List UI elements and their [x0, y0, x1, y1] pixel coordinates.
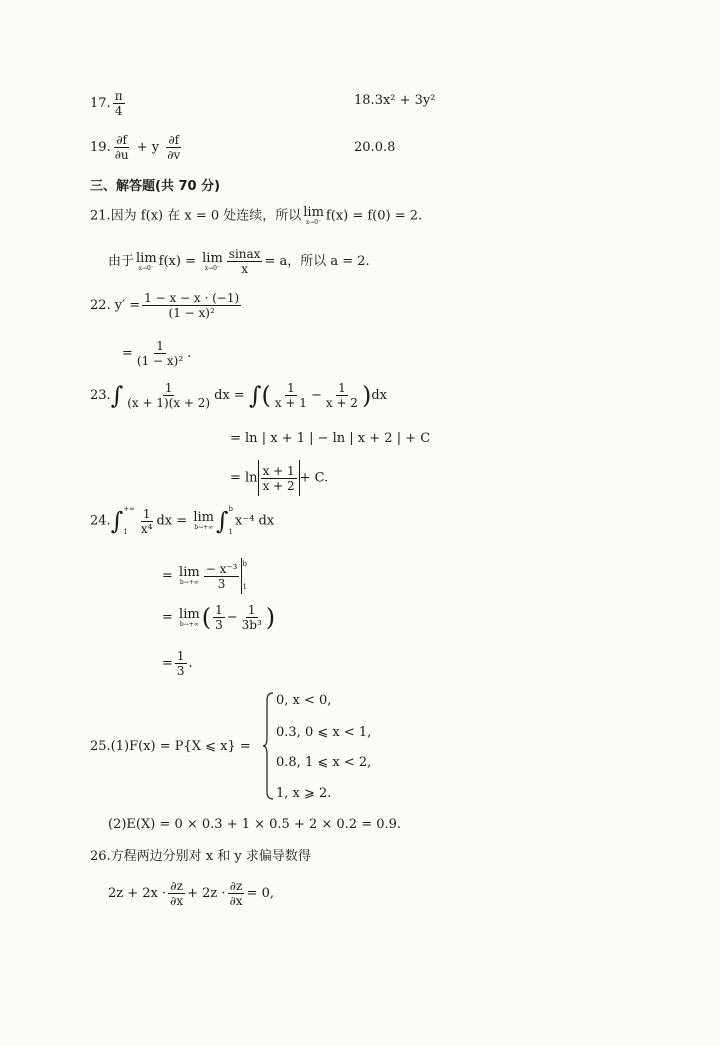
answer-25-part-1: 25.(1)F(x) = P{X ⩽ x} = — [90, 739, 251, 754]
answer-19 — [90, 134, 184, 161]
fraction: $\frac{\pi}{4}$ — [114, 89, 123, 118]
text: 24. — [90, 513, 111, 529]
question-number: 20. — [354, 140, 375, 155]
case-line: 1, x ⩾ 2. — [276, 786, 332, 801]
fraction: $\frac{1}{\text{3b³}}$ — [241, 603, 262, 632]
text: = — [162, 656, 173, 671]
question-number: 17. — [90, 96, 111, 111]
limit: lim b→+∞ — [179, 565, 200, 586]
fraction: $\frac{1}{x + 1}$ — [274, 381, 307, 410]
fraction: $\frac{\partial f}{\partial u}$ — [114, 133, 129, 162]
fraction: $\frac{1}{3}$ — [215, 603, 223, 632]
text: = — [162, 568, 173, 584]
answer-21-line-2 — [108, 248, 370, 275]
answer-22-line-1 — [90, 292, 243, 319]
answer-23-line-2: = ln | x + 1 | − ln | x + 2 | + C — [230, 431, 431, 446]
answer-18 — [354, 94, 436, 107]
text: dx — [371, 388, 387, 403]
integral-sign: ∫ — [248, 381, 262, 410]
fraction: $\frac{\text{sinax}}{x}$ — [228, 247, 261, 276]
limit: lim x→0⁻ — [303, 205, 324, 226]
answer-21-line-1 — [90, 206, 422, 226]
paren: ( — [261, 381, 271, 410]
abs-bar — [258, 460, 259, 496]
fraction: $\frac{1}{x + 2}$ — [325, 381, 358, 410]
fraction: $\frac{x + 1}{x + 2}$ — [262, 463, 295, 493]
text: 23. — [90, 388, 111, 403]
case-line: 0, x < 0, — [276, 693, 332, 708]
paren: ( — [201, 603, 212, 632]
text: 21.因为 f(x) 在 x = 0 处连续，所以 — [90, 208, 302, 224]
answer-24-line-4 — [162, 650, 193, 677]
text: + C. — [299, 470, 329, 486]
paren: ) — [265, 603, 276, 632]
integral-sign: ∫ — [110, 507, 124, 535]
question-number: 19. — [90, 140, 111, 155]
text: . — [188, 656, 193, 671]
text: = — [162, 610, 173, 625]
expression: + y — [136, 140, 160, 155]
expression: 3x² + 3y² — [374, 93, 436, 108]
limit: lim b→+∞ — [179, 606, 200, 628]
answer-23-line-3 — [230, 460, 328, 496]
case-line: 0.8, 1 ⩽ x < 2, — [276, 755, 372, 770]
text: = a，所以 a = 2. — [264, 254, 370, 269]
text: 22. y′ = — [90, 298, 141, 313]
text: . — [187, 346, 192, 361]
text: x⁻⁴ dx — [234, 513, 275, 529]
fraction: $\frac{1}{\text{x⁴}}$ — [140, 506, 153, 536]
fraction: $\frac{\partial f}{\partial v}$ — [167, 133, 181, 162]
fraction: $\frac{1}{(x + 1)(x + 2)}$ — [127, 381, 211, 410]
text: − — [310, 388, 322, 403]
text: 2z + 2x · — [108, 886, 167, 901]
integral-limits: +∞ 1 — [123, 505, 135, 536]
text: − — [226, 610, 238, 625]
text: = — [176, 513, 188, 529]
expression: 0.8 — [374, 140, 396, 155]
text: f(x) = — [158, 254, 196, 269]
fraction: $\frac{1 - x - x \cdot (-1)}{\text{(1 − x)²}}$ — [144, 291, 240, 320]
integral-limits: b 1 — [228, 505, 233, 536]
answer-24-line-2 — [162, 558, 249, 594]
answer-24-line-3 — [162, 604, 275, 631]
answer-26-line-1: 26.方程两边分别对 x 和 y 求偏导数得 — [90, 849, 311, 864]
question-number: 18. — [354, 93, 375, 108]
integral-sign: ∫ — [215, 507, 229, 535]
text: = ln — [230, 470, 258, 486]
limit: lim b→+∞ — [193, 510, 214, 531]
limit: lim x→0⁻ — [202, 250, 223, 272]
answer-25-part-2: (2)E(X) = 0 × 0.3 + 1 × 0.5 + 2 × 0.2 = 0.9. — [108, 817, 402, 832]
left-brace — [262, 692, 274, 800]
paren: ) — [361, 381, 372, 410]
integral-sign: ∫ — [110, 381, 124, 410]
text: dx — [156, 513, 173, 529]
answer-23-line-1 — [90, 382, 387, 409]
fraction: $\frac{\text{− x⁻³}}{3}$ — [205, 561, 238, 591]
limit: lim x→0⁻ — [136, 250, 157, 272]
text: + 2z · — [187, 886, 226, 901]
eval-limits: b 1 — [242, 560, 247, 591]
text: f(x) = f(0) = 2. — [325, 208, 423, 224]
text: = — [122, 346, 133, 361]
case-line: 0.3, 0 ⩽ x < 1, — [276, 725, 372, 740]
text: 由于 — [108, 254, 135, 269]
answer-17 — [90, 90, 127, 117]
answer-26-line-2 — [108, 880, 274, 907]
text: = 0, — [246, 886, 274, 901]
fraction: $\frac{\partial z}{\partial x}$ — [229, 879, 243, 908]
fraction: $\frac{1}{3}$ — [176, 649, 185, 678]
answer-22-line-2 — [122, 340, 191, 367]
text: dx — [214, 388, 230, 403]
text: = — [233, 388, 245, 403]
fraction: $\frac{\partial z}{\partial x}$ — [170, 879, 184, 908]
answer-24-line-1 — [90, 506, 274, 536]
fraction: $\frac{1}{\text{(1 − x)²}}$ — [136, 339, 184, 368]
section-title: 三、解答题(共 70 分) — [90, 179, 221, 194]
answer-20 — [354, 141, 395, 154]
